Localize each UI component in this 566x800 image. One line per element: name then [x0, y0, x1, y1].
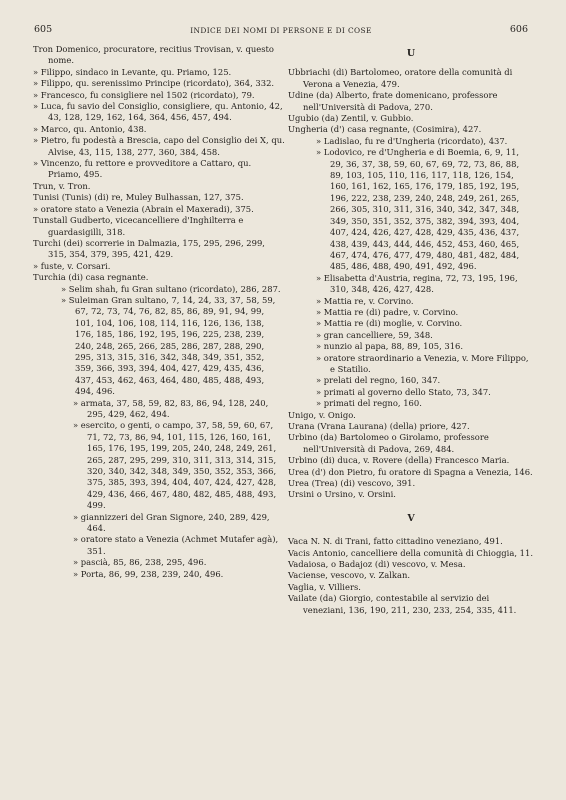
- page-number-right: 606: [509, 24, 528, 35]
- index-subentry: » Ladislao, fu re d'Ungheria (ricordato), 437.: [316, 135, 508, 146]
- index-entry: Turchi (dei) scorrerie in Dalmazia, 175, 295, 296, 299, 315, 354, 379, 395, 421, 429.: [33, 237, 265, 260]
- index-entry: Vaca N. N. di Trani, fatto cittadino veneziano, 491.: [288, 536, 503, 547]
- index-entry: Ursini o Ursino, v. Orsini.: [288, 489, 396, 500]
- index-entry: Urea (Trea) (di) vescovo, 391.: [288, 478, 416, 489]
- index-subentry: » oratore straordinario a Venezia, v. More Filippo, e Statilio.: [316, 352, 529, 374]
- section-letter: U: [406, 48, 416, 59]
- index-entry: Vacis Antonio, cancelliere della comunità di Chioggia, 11.: [288, 547, 533, 558]
- index-subentry: » Mattia re, v. Corvino.: [316, 295, 414, 306]
- index-entry: Urbino (da) Bartolomeo o Girolamo, professore nell'Università di Padova, 269, 484.: [288, 432, 489, 454]
- running-title: INDICE DEI NOMI DI PERSONE E DI COSE: [190, 26, 372, 35]
- index-entry: Urea (d') don Pietro, fu oratore di Spagna a Venezia, 146.: [288, 466, 533, 477]
- right-column: [288, 44, 534, 616]
- index-entry: Unigo, v. Onigo.: [288, 409, 356, 420]
- index-subentry: » Lodovico, re d'Ungheria e di Boemia, 6, 9, 11, 29, 36, 37, 38, 59, 60, 67, 69, 72, 73, 86, 88, 89, 103, 105, 110, 116, 117, 118, 126, 154, 160, 161, 162, 165, 176, 179, 185, 192, 195, 196, 222, 238, 239, 240, 248, 249, 261, 265, 266, 305, 310, 311, 316, 340, 342, 347, 348, 349, 350, 351, 352, 375, 382, 394, 393, 404, 407, 424, 426, 427, 428, 429, 435, 436, 437, 438, 439, 443, 444, 446, 452, 453, 460, 465, 467, 474, 476, 477, 479, 480, 481, 482, 484, 485, 486, 488, 490, 491, 492, 496.: [316, 147, 520, 272]
- index-entry: Ugubio (da) Zentil, v. Gubbio.: [288, 113, 414, 124]
- index-entry: Tunisi (Tunis) (di) re, Muley Bulhassan, 127, 375.: [33, 192, 244, 203]
- index-subentry: » oratore stato a Venezia (Abrain el Maxeradi), 375.: [33, 203, 254, 214]
- index-subentry: » Filippo, sindaco in Levante, qu. Priamo, 125.: [33, 66, 232, 77]
- index-subentry: » Mattia re (di) padre, v. Corvino.: [316, 306, 459, 317]
- index-entry: Trun, v. Tron.: [33, 180, 91, 191]
- index-subentry: » Selim shah, fu Gran sultano (ricordato), 286, 287.: [61, 283, 281, 294]
- index-subentry: » esercito, o genti, o campo, 37, 58, 59, 60, 67, 71, 72, 73, 86, 94, 101, 115, 126, 160, 161, 165, 176, 195, 199, 205, 240, 248, 249, 261, 265, 287, 295, 299, 310, 311, 313, 314, 315, 320, 340, 342, 348, 349, 350, 352, 353, 366, 375, 385, 393, 394, 404, 407, 424, 427, 428, 429, 436, 466, 467, 480, 482, 485, 488, 493, 499.: [73, 420, 277, 511]
- index-subentry: » fuste, v. Corsari.: [33, 260, 111, 271]
- index-subentry: » prelati del regno, 160, 347.: [316, 375, 441, 386]
- page-number-left: 605: [34, 24, 53, 35]
- left-column: [33, 44, 285, 580]
- index-subentry: » Suleiman Gran sultano, 7, 14, 24, 33, 37, 58, 59, 67, 72, 73, 74, 76, 82, 85, 86, 89, 91, 94, 99, 101, 104, 106, 108, 114, 116, 126, 136, 138, 176, 185, 186, 192, 195, 196, 225, 238, 239, 240, 248, 265, 266, 285, 286, 287, 288, 290, 295, 313, 315, 316, 342, 348, 349, 351, 352, 359, 366, 393, 394, 404, 427, 429, 435, 436, 437, 453, 462, 463, 464, 480, 485, 488, 493, 494, 496.: [61, 294, 276, 397]
- index-subentry: » Pietro, fu podestà a Brescia, capo del Consiglio dei X, qu. Alvise, 43, 115, 138, 277, 360, 384, 458.: [33, 135, 285, 157]
- index-subentry: » primati al governo dello Stato, 73, 347.: [316, 386, 491, 397]
- index-subentry: » nunzio al papa, 88, 89, 105, 316.: [316, 341, 464, 352]
- index-entry: Ubbriachi (di) Bartolomeo, oratore della comunità di Verona a Venezia, 479.: [288, 67, 513, 89]
- index-entry: Vaciense, vescovo, v. Zalkan.: [288, 570, 411, 581]
- index-subentry: » pascià, 85, 86, 238, 295, 496.: [73, 557, 207, 568]
- index-subentry: » oratore stato a Venezia (Achmet Mutafer agà), 351.: [73, 534, 279, 556]
- index-entry: Tron Domenico, procuratore, recitius Trovisan, v. questo nome.: [33, 44, 274, 66]
- index-entry: Urbino (di) duca, v. Rovere (della) Francesco Maria.: [288, 455, 510, 466]
- index-entry: Udine (da) Alberto, frate domenicano, professore nell'Università di Padova, 270.: [288, 90, 498, 112]
- index-subentry: » giannizzeri del Gran Signore, 240, 289, 429, 464.: [73, 511, 270, 534]
- index-subentry: » Porta, 86, 99, 238, 239, 240, 496.: [73, 568, 224, 579]
- index-subentry: » Filippo, qu. serenissimo Principe (ricordato), 364, 332.: [33, 78, 275, 89]
- index-subentry: » Luca, fu savio del Consiglio, consigliere, qu. Antonio, 42, 43, 128, 129, 162, 164, 364, 456, 457, 494.: [33, 101, 283, 123]
- index-entry: Vadaiosa, o Badajoz (di) vescovo, v. Mesa.: [288, 559, 466, 570]
- index-subentry: » Elisabetta d'Austria, regina, 72, 73, 195, 196, 310, 348, 426, 427, 428.: [316, 272, 518, 295]
- index-entry: Ungheria (d') casa regnante, (Cosimira), 427.: [288, 124, 482, 135]
- section-letter: V: [407, 512, 415, 524]
- index-entry: Tunstall Gudberto, vicecancelliere d'Inghilterra e guardasigilli, 318.: [33, 215, 244, 237]
- index-subentry: » Vincenzo, fu rettore e provveditore a Cattaro, qu. Priamo, 495.: [33, 158, 252, 180]
- index-subentry: » armata, 37, 58, 59, 82, 83, 86, 94, 128, 240, 295, 429, 462, 494.: [73, 397, 269, 419]
- index-entry: Urana (Vrana Laurana) (della) priore, 427.: [288, 421, 470, 431]
- index-subentry: » Mattia re (di) moglie, v. Corvino.: [316, 318, 463, 329]
- index-subentry: » Marco, qu. Antonio, 438.: [33, 123, 147, 134]
- index-entry: Vaglia, v. Villiers.: [288, 581, 361, 592]
- page-header: [34, 24, 528, 36]
- index-entry: Vailate (da) Giorgio, contestabile al servizio dei veneziani, 136, 190, 211, 230, 233, 254, 335, 411.: [288, 593, 517, 615]
- index-subentry: » Francesco, fu consigliere nel 1502 (ricordato), 79.: [33, 89, 255, 100]
- index-entry: Turchia (di) casa regnante.: [33, 272, 149, 283]
- index-subentry: » gran cancelliere, 59, 348.: [316, 329, 433, 340]
- index-subentry: » primati del regno, 160.: [316, 398, 422, 409]
